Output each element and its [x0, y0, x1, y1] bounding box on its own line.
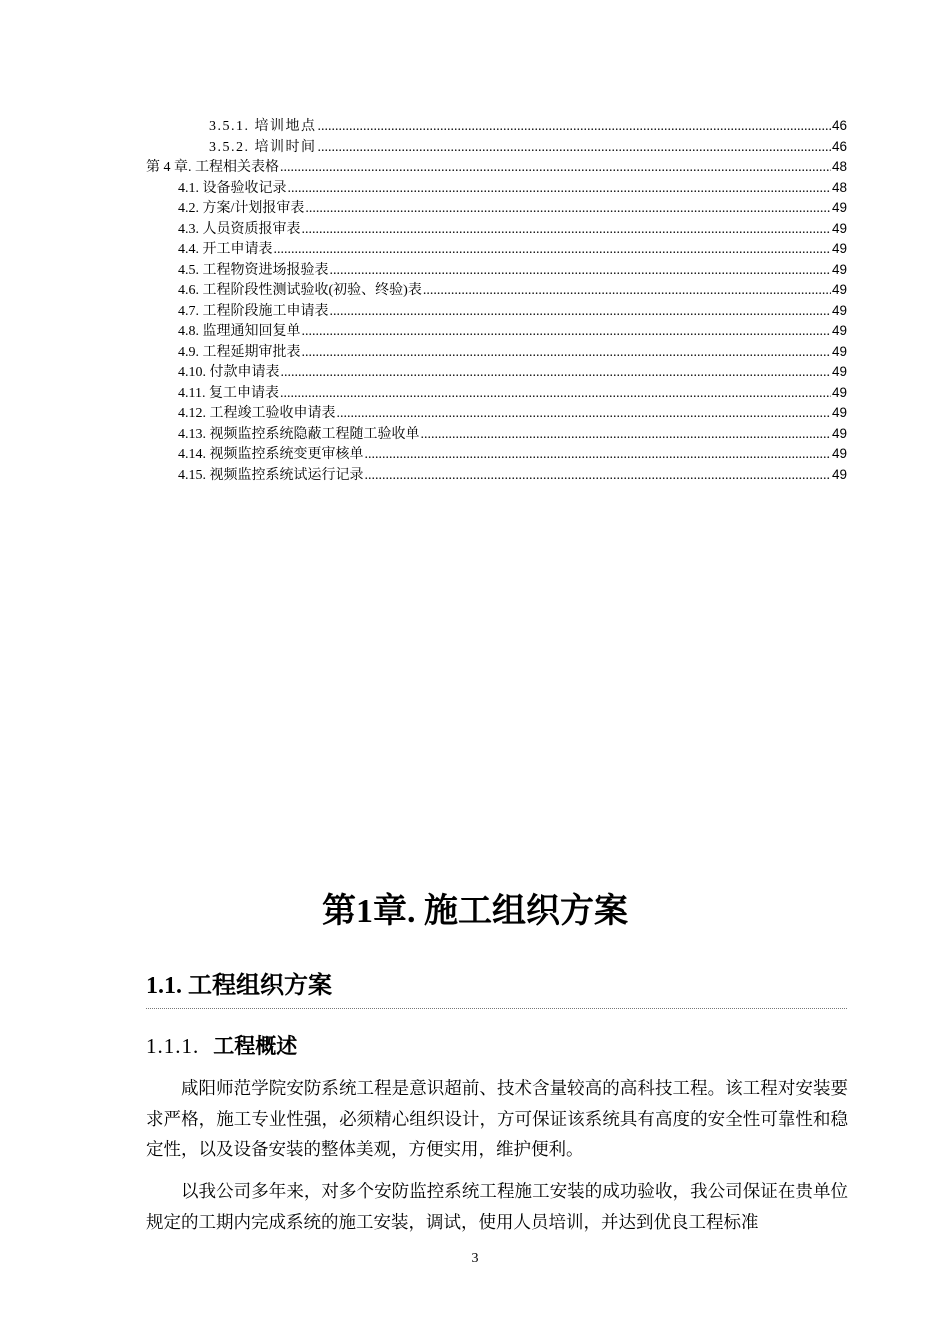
toc-entry-label: 4.3. 人员资质报审表 [178, 221, 301, 237]
toc-leader-dots [337, 404, 831, 424]
toc-entry-label: 3.5.2. 培训时间 [209, 139, 317, 155]
toc-entry[interactable] [178, 198, 847, 218]
toc-leader-dots [318, 117, 831, 137]
toc-entry[interactable] [209, 116, 847, 136]
toc-entry-label: 4.14. 视频监控系统变更审核单 [178, 447, 364, 462]
toc-entry[interactable] [146, 157, 847, 177]
section-title: 1.1. 工程组织方案 [146, 966, 847, 1009]
toc-entry-page: 49 [831, 220, 847, 236]
body-paragraph: 咸阳师范学院安防系统工程是意识超前、技术含量较高的高科技工程。该工程对安装要求严格，施工专业性强，必须精心组织设计，方可保证该系统具有高度的安全性可靠性和稳定性，以及设备安装的整体美观，方便实用，维护便利。 [146, 1078, 848, 1159]
toc-entry-label: 4.12. 工程竣工验收申请表 [178, 406, 336, 421]
toc-entry-label: 4.9. 工程延期审批表 [178, 344, 301, 360]
toc-entry-label: 4.4. 开工申请表 [178, 242, 273, 257]
toc-leader-dots [302, 322, 831, 342]
body-paragraph: 以我公司多年来，对多个安防监控系统工程施工安装的成功验收，我公司保证在贵单位规定的工期内完成系统的施工安装，调试，使用人员培训，并达到优良工程标准 [146, 1181, 848, 1232]
toc-leader-dots [305, 199, 831, 219]
page-number: 3 [471, 1251, 479, 1266]
toc-entry-label: 4.15. 视频监控系统试运行记录 [178, 467, 364, 483]
subsection-title [146, 1030, 297, 1062]
toc-leader-dots [365, 445, 831, 465]
toc-entry-page: 49 [831, 323, 847, 338]
toc-entry-page: 49 [831, 384, 847, 400]
toc-leader-dots [274, 240, 831, 260]
toc-entry-label: 4.10. 付款申请表 [178, 365, 280, 380]
subsection-number: 1.1.1. [146, 1034, 200, 1058]
toc-entry-page: 49 [831, 364, 847, 379]
toc-entry-label: 4.1. 设备验收记录 [178, 180, 287, 196]
toc-entry[interactable] [178, 260, 847, 280]
toc-entry[interactable] [178, 362, 847, 382]
toc-leader-dots [281, 363, 831, 383]
toc-entry[interactable] [178, 444, 847, 464]
toc-leader-dots [280, 158, 831, 178]
toc-entry-page: 49 [831, 241, 847, 256]
toc-entry[interactable] [178, 301, 847, 321]
toc-entry-page: 49 [831, 405, 847, 420]
toc-entry[interactable] [178, 424, 847, 444]
toc-entry-label: 3.5.1. 培训地点 [209, 119, 317, 134]
toc-leader-dots [302, 343, 831, 363]
toc-entry-label: 4.7. 工程阶段施工申请表 [178, 303, 329, 319]
toc-entry-page: 49 [831, 343, 847, 359]
toc-entry[interactable] [178, 321, 847, 341]
toc-entry-page: 46 [831, 118, 847, 133]
toc-entry[interactable] [178, 239, 847, 259]
toc-leader-dots [423, 281, 831, 301]
toc-entry[interactable] [178, 403, 847, 423]
toc-entry[interactable] [178, 178, 847, 198]
toc-leader-dots [365, 466, 831, 486]
toc-entry-page: 46 [831, 138, 847, 154]
toc-entry[interactable] [178, 383, 847, 403]
toc-entry-page: 49 [831, 302, 847, 318]
toc-leader-dots [288, 179, 831, 199]
toc-entry-page: 49 [831, 425, 847, 441]
toc-entry-label: 4.5. 工程物资进场报验表 [178, 262, 329, 278]
toc-entry-label: 4.13. 视频监控系统隐蔽工程随工验收单 [178, 426, 420, 442]
toc-leader-dots [280, 384, 831, 404]
toc-leader-dots [302, 220, 831, 240]
toc-leader-dots [318, 138, 831, 158]
toc-leader-dots [330, 261, 831, 281]
toc-entry-page: 49 [831, 200, 847, 215]
toc-entry-page: 49 [831, 261, 847, 277]
toc-entry-label: 4.11. 复工申请表 [178, 385, 279, 401]
toc-entry-label: 4.6. 工程阶段性测试验收(初验、终验)表 [178, 283, 422, 298]
toc-leader-dots [421, 425, 831, 445]
toc-entry-page: 48 [831, 179, 847, 195]
toc-entry-page: 49 [831, 282, 847, 297]
toc-entry[interactable] [209, 137, 847, 157]
toc-entry[interactable] [178, 465, 847, 485]
toc-entry-page: 49 [831, 466, 847, 482]
toc-entry-label: 4.2. 方案/计划报审表 [178, 201, 305, 216]
toc-entry[interactable] [178, 280, 847, 300]
toc-entry-page: 48 [831, 159, 847, 174]
toc-entry-label: 第 4 章. 工程相关表格 [146, 160, 279, 175]
toc-entry-label: 4.8. 监理通知回复单 [178, 324, 301, 339]
toc-entry[interactable] [178, 219, 847, 239]
toc-entry[interactable] [178, 342, 847, 362]
chapter-title: 第1章. 施工组织方案 [322, 893, 628, 930]
toc-entry-page: 49 [831, 446, 847, 461]
toc-leader-dots [330, 302, 831, 322]
subsection-text: 工程概述 [213, 1034, 298, 1058]
